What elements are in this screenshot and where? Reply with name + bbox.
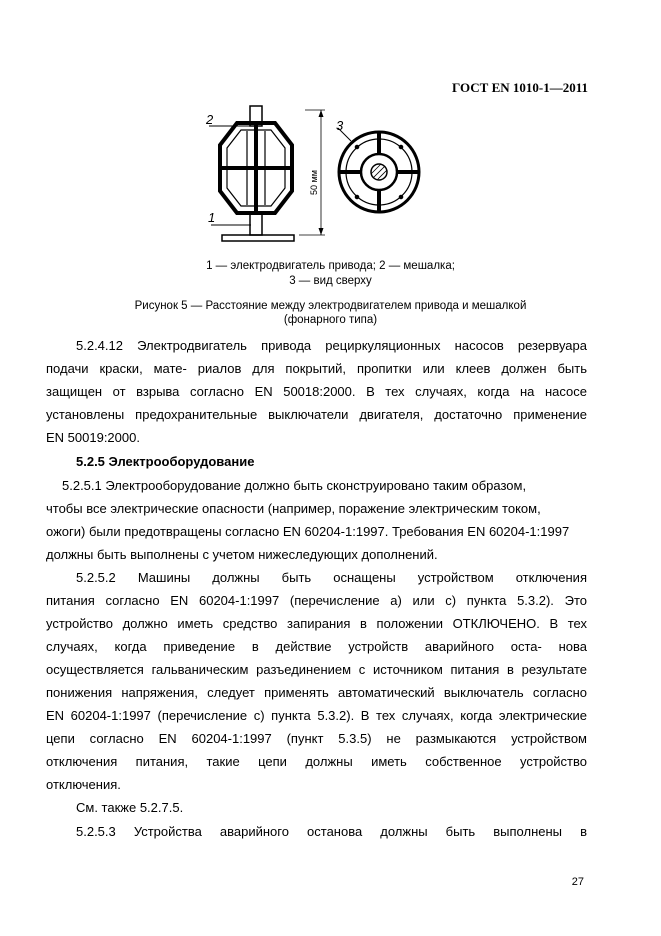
text-line: EN 60204-1:1997 (перечисление с) пункта 5.3.2). В тех случаях, когда электрические: [46, 708, 587, 723]
dimension-label: 50 мм: [309, 170, 319, 195]
text-line: цепи согласно EN 60204-1:1997 (пункт 5.3.5) не размыкаются устройством: [46, 731, 587, 746]
text-line: 5.2.5.3 Устройства аварийного останова должны быть выполнены в: [76, 824, 587, 839]
legend-line: 1 — электродвигатель привода; 2 — мешалка;: [206, 260, 455, 272]
text-line: питания согласно EN 60204-1:1997 (перечисление а) или с) пункта 5.3.2). Это: [46, 593, 587, 608]
top-view: [338, 128, 419, 212]
figure-caption: [0, 299, 661, 327]
text-line: защищен от взрыва согласно EN 50018:2000. В тех случаях, когда на насосе: [46, 384, 587, 399]
text-line: отключения.: [46, 777, 121, 792]
text-line: EN 50019:2000.: [46, 430, 140, 445]
text-line: 5.2.5.2 Машины должны быть оснащены устройством отключения: [76, 570, 587, 585]
text-line: 5.2.5.1 Электрооборудование должно быть сконструировано таким образом,: [62, 478, 527, 493]
text-line: установлены предохранительные выключатели двигателя, достаточно применение: [46, 407, 587, 422]
text-line: осуществляется гальваническим разъединением с источником питания в результате: [46, 662, 587, 677]
figure-drawing: [195, 103, 435, 253]
page-number: 27: [571, 876, 584, 888]
document-header: ГОСТ EN 1010-1—2011: [452, 80, 588, 95]
callout-3: 3: [336, 118, 344, 133]
text-line: устройство должно иметь средство запирания в положении ОТКЛЮЧЕНО. В тех: [46, 616, 587, 631]
text-line: отключения питания, такие цепи должны иметь собственное устройство: [46, 754, 587, 769]
caption-line: (фонарного типа): [283, 314, 378, 326]
text-line: чтобы все электрические опасности (например, поражение электрическим током,: [46, 501, 541, 516]
figure-legend: [0, 259, 661, 289]
shaft-bottom: [250, 213, 262, 235]
legend-line: 3 — вид сверху: [289, 275, 372, 287]
text-line: См. также 5.2.7.5.: [76, 800, 184, 815]
text-line: должны быть выполнены с учетом нижеследующих дополнений.: [46, 547, 438, 562]
section-heading: 5.2.5 Электрооборудование: [76, 454, 255, 469]
callout-1: 1: [208, 210, 216, 225]
motor-base: [222, 235, 294, 241]
text-line: понижения напряжения, следует применять автоматический выключатель согласно: [46, 685, 587, 700]
caption-line: Рисунок 5 — Расстояние между электродвигателем привода и мешалкой: [134, 300, 527, 312]
text-line: подачи краски, мате- риалов для покрытий, пропитки или клеев должен быть: [46, 361, 587, 376]
callout-2: 2: [206, 112, 214, 127]
text-line: ожоги) были предотвращены согласно EN 60204-1:1997. Требования EN 60204-1:1997: [46, 524, 570, 539]
text-line: 5.2.4.12 Электродвигатель привода рециркуляционных насосов резервуара: [76, 338, 587, 353]
text-line: случаях, когда приведение в действие устройств аварийного оста- нова: [46, 639, 587, 654]
